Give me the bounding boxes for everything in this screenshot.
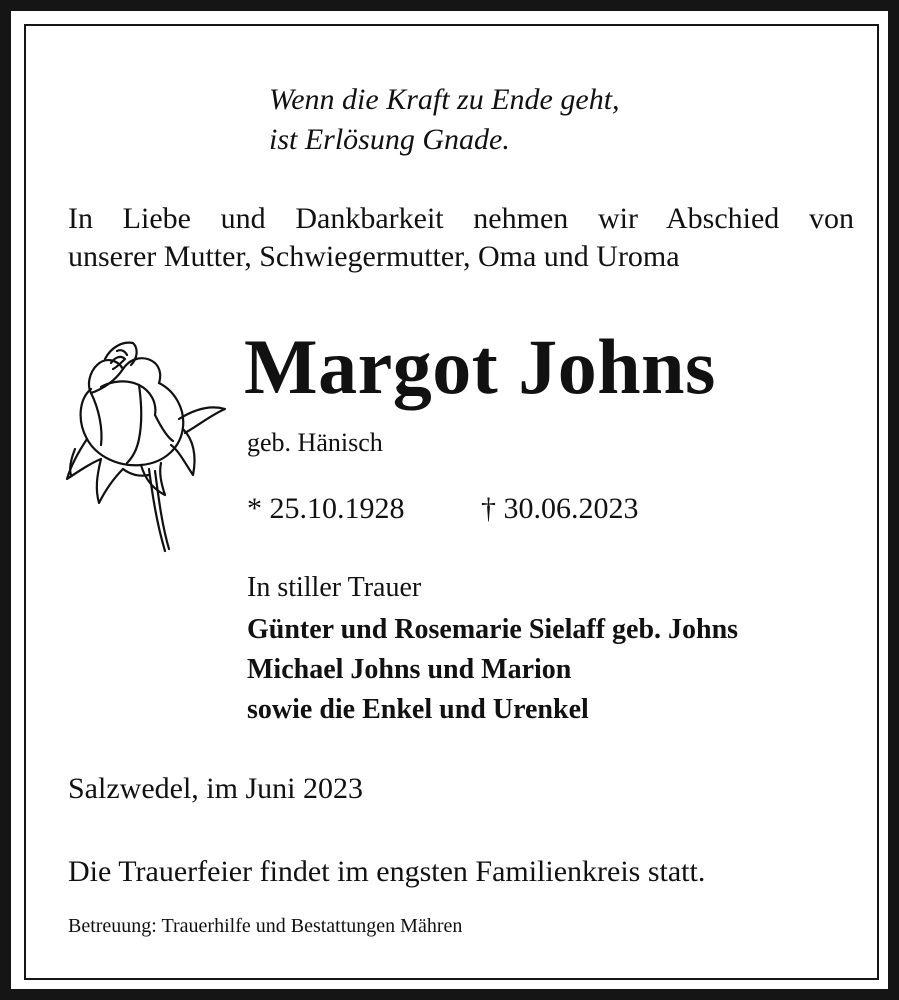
rose-icon — [61, 329, 231, 555]
deceased-name: Margot Johns — [244, 323, 716, 410]
mourner-line: sowie die Enkel und Urenkel — [247, 694, 589, 725]
funeral-care-note: Betreuung: Trauerhilfe und Bestattungen Mähren — [68, 915, 463, 937]
mourning-intro: In stiller Trauer — [247, 572, 422, 603]
motto-line-1: Wenn die Kraft zu Ende geht, — [269, 83, 620, 116]
place-date: Salzwedel, im Juni 2023 — [68, 772, 363, 805]
birth-date: * 25.10.1928 — [247, 492, 405, 525]
mourner-line: Michael Johns und Marion — [247, 654, 572, 685]
maiden-name: geb. Hänisch — [247, 428, 383, 457]
ceremony-note: Die Trauerfeier findet im engsten Familienkreis statt. — [68, 855, 706, 888]
mourner-line: Günter und Rosemarie Sielaff geb. Johns — [247, 614, 739, 645]
intro-line-1: In Liebe und Dankbarkeit nehmen wir Abschied von — [68, 202, 854, 235]
motto-line-2: ist Erlösung Gnade. — [269, 123, 510, 156]
intro-line-2: unserer Mutter, Schwiegermutter, Oma und Uroma — [68, 240, 680, 273]
death-date: † 30.06.2023 — [481, 492, 639, 525]
